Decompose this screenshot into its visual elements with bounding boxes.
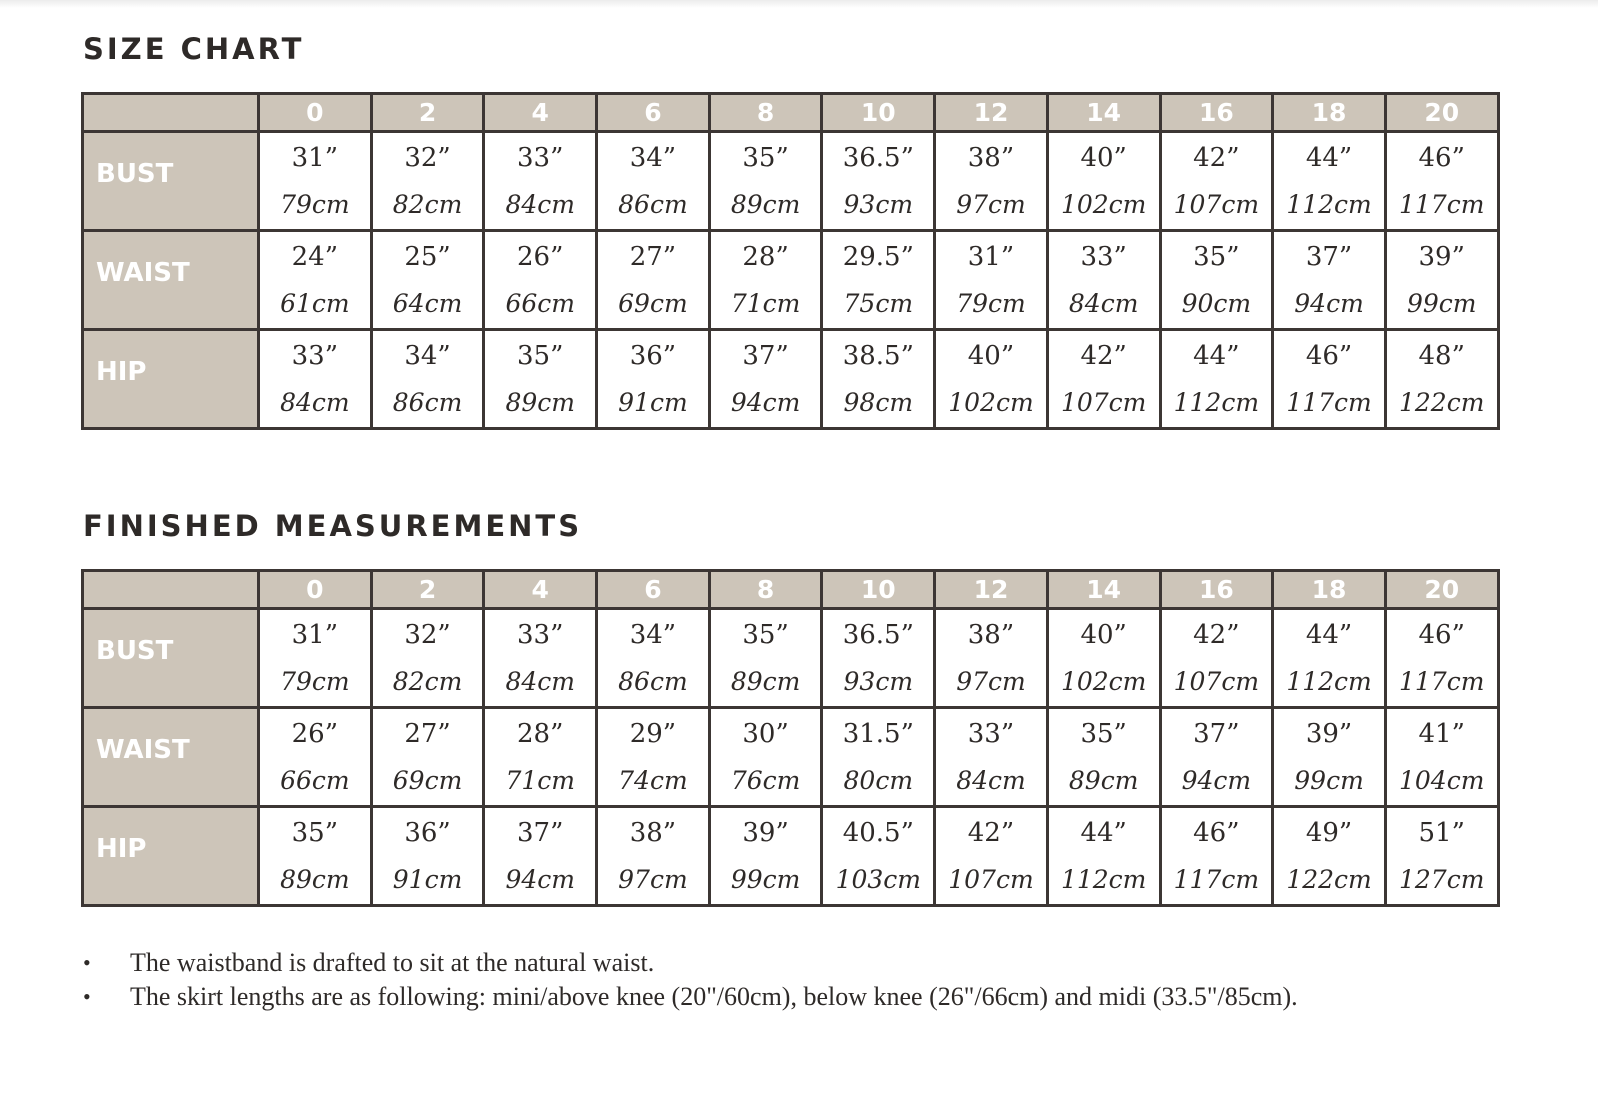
inch-value: 35” [291,818,339,848]
inch-value: 31” [291,143,339,173]
inch-value: 35” [1080,719,1127,749]
measurement-cell [822,708,935,807]
size-header-cell: 16 [1160,571,1273,609]
size-header-cell: 4 [484,571,597,609]
note-item [80,980,1550,1014]
measurement-cell [597,708,710,807]
cm-value: 99cm [730,865,801,894]
cm-value: 107cm [1060,388,1147,417]
inch-value: 34” [629,143,677,173]
measurement-cell [1160,807,1273,906]
measurement-cell [597,330,710,429]
size-header-cell: 0 [259,571,372,609]
inch-value: 38.5” [842,341,914,371]
measurement-cell [484,609,597,708]
cm-value: 90cm [1181,289,1252,318]
measurement-cell [935,231,1048,330]
bullet-icon: • [83,950,91,975]
inch-value: 33” [517,143,564,173]
measurement-cell [1273,609,1386,708]
measurement-cell [484,708,597,807]
inch-value: 40.5” [842,818,914,848]
measurement-cell [371,330,484,429]
measurement-cell [935,609,1048,708]
size-header-cell: 12 [935,94,1048,132]
inch-value: 49” [1305,818,1353,848]
measurement-cell [1273,330,1386,429]
inch-value: 38” [967,620,1015,650]
cm-value: 89cm [505,388,575,417]
cm-value: 112cm [1286,190,1372,219]
inch-value: 34” [404,341,451,371]
cm-value: 61cm [280,289,350,318]
cm-value: 84cm [505,190,575,219]
cm-value: 104cm [1399,766,1485,795]
cm-value: 86cm [618,190,688,219]
measurement-cell [1047,231,1160,330]
inch-value: 29.5” [842,242,914,272]
cm-value: 84cm [1068,289,1139,318]
measurement-cell [1160,132,1273,231]
inch-value: 42” [967,818,1015,848]
measurement-cell [822,807,935,906]
size-header-cell: 8 [709,571,822,609]
cm-value: 79cm [956,289,1026,318]
inch-value: 40” [967,341,1015,371]
corner-cell [83,94,259,132]
size-header-cell: 18 [1273,94,1386,132]
measurement-cell [597,609,710,708]
inch-value: 39” [1418,242,1465,272]
size-header-cell: 6 [597,571,710,609]
note-text: The waistband is drafted to sit at the natural waist. [130,948,655,977]
inch-value: 38” [629,818,677,848]
corner-cell [83,571,259,609]
size-header-cell: 0 [259,94,372,132]
measurement-cell [1385,231,1498,330]
size-header-cell: 4 [484,94,597,132]
inch-value: 35” [1193,242,1240,272]
measurement-cell [371,708,484,807]
measurement-cell [259,231,372,330]
cm-value: 69cm [618,289,688,318]
size-header-cell: 20 [1385,94,1498,132]
cm-value: 107cm [948,865,1034,894]
cm-value: 112cm [1286,667,1372,696]
cm-value: 107cm [1173,190,1260,219]
size-header-cell: 14 [1047,94,1160,132]
size-header-cell: 20 [1385,571,1498,609]
cm-value: 75cm [843,289,914,318]
measurement-row-bust [83,609,1499,708]
measurement-cell [1273,708,1386,807]
cm-value: 89cm [280,865,350,894]
inch-value: 40” [1080,620,1127,650]
size-header-cell: 14 [1047,571,1160,609]
measurement-cell [484,330,597,429]
measurement-cell [259,807,372,906]
cm-value: 98cm [843,388,914,417]
measurement-cell [1047,609,1160,708]
measurement-cell [484,231,597,330]
measurement-cell [484,807,597,906]
inch-value: 48” [1418,341,1465,371]
inch-value: 36.5” [842,620,914,650]
bullet-icon: • [83,984,91,1009]
measurement-row-waist [83,708,1499,807]
inch-value: 27” [404,719,451,749]
measurement-cell [709,330,822,429]
measurement-cell [371,807,484,906]
cm-value: 79cm [280,667,350,696]
inch-value: 44” [1305,620,1353,650]
inch-value: 27” [629,242,677,272]
measurement-cell [259,708,372,807]
size-header-cell: 16 [1160,94,1273,132]
inch-value: 37” [1305,242,1353,272]
measurement-cell [1273,231,1386,330]
size-chart-title: SIZE CHART [83,32,305,66]
cm-value: 102cm [948,388,1034,417]
cm-value: 89cm [730,667,801,696]
measurement-cell [709,231,822,330]
measurement-cell [822,231,935,330]
cm-value: 91cm [618,388,688,417]
measurement-cell [259,132,372,231]
cm-value: 89cm [730,190,801,219]
measurement-cell [371,231,484,330]
cm-value: 76cm [730,766,801,795]
inch-value: 30” [742,719,789,749]
cm-value: 93cm [843,190,914,219]
size-header-cell: 8 [709,94,822,132]
measurement-cell [1160,708,1273,807]
measurement-cell [822,330,935,429]
inch-value: 37” [1193,719,1240,749]
size-chart-table [81,92,1500,430]
measurement-cell [709,609,822,708]
inch-value: 51” [1418,818,1465,848]
measurement-cell [709,708,822,807]
inch-value: 24” [291,242,339,272]
size-header-cell: 2 [371,94,484,132]
cm-value: 102cm [1060,667,1147,696]
cm-value: 94cm [1294,289,1364,318]
measurement-row-waist [83,231,1499,330]
inch-value: 31” [291,620,339,650]
inch-value: 33” [291,341,339,371]
note-item [80,946,1550,980]
inch-value: 26” [291,719,339,749]
cm-value: 94cm [1181,766,1252,795]
cm-value: 127cm [1399,865,1485,894]
measurement-cell [371,132,484,231]
inch-value: 46” [1193,818,1240,848]
measurement-cell [259,330,372,429]
cm-value: 69cm [392,766,463,795]
cm-value: 84cm [956,766,1026,795]
finished-measurements-table [81,569,1500,907]
cm-value: 71cm [505,766,575,795]
finished-measurements-title: FINISHED MEASUREMENTS [83,509,583,543]
inch-value: 44” [1080,818,1127,848]
inch-value: 46” [1305,341,1353,371]
size-header-cell: 6 [597,94,710,132]
inch-value: 34” [629,620,677,650]
measurement-row-bust [83,132,1499,231]
measurement-cell [709,132,822,231]
cm-value: 79cm [280,190,350,219]
cm-value: 64cm [392,289,463,318]
inch-value: 28” [517,719,564,749]
inch-value: 39” [1305,719,1353,749]
cm-value: 117cm [1173,865,1260,894]
measurement-cell [1047,330,1160,429]
inch-value: 33” [967,719,1015,749]
cm-value: 112cm [1060,865,1147,894]
measurement-cell [1385,708,1498,807]
row-label: WAIST [83,708,259,807]
cm-value: 82cm [392,190,463,219]
cm-value: 102cm [1060,190,1147,219]
top-shade [0,0,1598,8]
size-header-row [83,94,1499,132]
measurement-cell [1047,132,1160,231]
cm-value: 117cm [1399,667,1485,696]
measurement-cell [597,807,710,906]
cm-value: 66cm [505,289,575,318]
measurement-cell [935,708,1048,807]
cm-value: 82cm [392,667,463,696]
measurement-row-hip [83,330,1499,429]
cm-value: 84cm [505,667,575,696]
cm-value: 93cm [843,667,914,696]
row-label: WAIST [83,231,259,330]
inch-value: 40” [1080,143,1127,173]
inch-value: 26” [517,242,564,272]
notes-list [80,946,1550,1014]
size-header-cell: 2 [371,571,484,609]
cm-value: 66cm [280,766,350,795]
inch-value: 41” [1418,719,1465,749]
measurement-cell [1047,708,1160,807]
inch-value: 31.5” [842,719,914,749]
inch-value: 32” [404,620,451,650]
cm-value: 112cm [1173,388,1260,417]
inch-value: 33” [1080,242,1127,272]
inch-value: 31” [967,242,1015,272]
cm-value: 89cm [1068,766,1139,795]
cm-value: 84cm [280,388,350,417]
size-header-row [83,571,1499,609]
cm-value: 94cm [505,865,575,894]
inch-value: 44” [1305,143,1353,173]
inch-value: 37” [742,341,789,371]
measurement-cell [1047,807,1160,906]
inch-value: 38” [967,143,1015,173]
inch-value: 25” [404,242,451,272]
measurement-cell [935,132,1048,231]
cm-value: 97cm [956,190,1026,219]
row-label: HIP [83,807,259,906]
cm-value: 97cm [956,667,1026,696]
inch-value: 44” [1193,341,1240,371]
measurement-cell [935,807,1048,906]
inch-value: 36” [404,818,451,848]
measurement-cell [1385,807,1498,906]
inch-value: 42” [1080,341,1127,371]
measurement-cell [259,609,372,708]
cm-value: 122cm [1286,865,1372,894]
measurement-cell [371,609,484,708]
cm-value: 74cm [618,766,688,795]
measurement-cell [935,330,1048,429]
inch-value: 37” [517,818,564,848]
size-header-cell: 18 [1273,571,1386,609]
measurement-cell [484,132,597,231]
cm-value: 86cm [618,667,688,696]
inch-value: 32” [404,143,451,173]
cm-value: 94cm [730,388,801,417]
cm-value: 103cm [835,865,921,894]
cm-value: 71cm [730,289,801,318]
measurement-cell [1160,330,1273,429]
measurement-cell [822,132,935,231]
measurement-cell [1273,807,1386,906]
inch-value: 28” [742,242,789,272]
inch-value: 42” [1193,143,1240,173]
inch-value: 46” [1418,620,1465,650]
size-header-cell: 10 [822,571,935,609]
cm-value: 107cm [1173,667,1260,696]
size-header-cell: 10 [822,94,935,132]
row-label: BUST [83,609,259,708]
cm-value: 117cm [1399,190,1485,219]
cm-value: 117cm [1286,388,1372,417]
inch-value: 39” [742,818,789,848]
row-label: BUST [83,132,259,231]
measurement-row-hip [83,807,1499,906]
inch-value: 35” [517,341,564,371]
row-label: HIP [83,330,259,429]
inch-value: 35” [742,620,789,650]
measurement-cell [822,609,935,708]
cm-value: 99cm [1294,766,1364,795]
inch-value: 36.5” [842,143,914,173]
measurement-cell [597,132,710,231]
cm-value: 80cm [843,766,914,795]
note-text: The skirt lengths are as following: mini/above knee (20"/60cm), below knee (26"/66cm) and midi (33.5"/85cm). [130,982,1298,1011]
inch-value: 33” [517,620,564,650]
inch-value: 46” [1418,143,1465,173]
measurement-cell [1273,132,1386,231]
cm-value: 122cm [1399,388,1485,417]
inch-value: 42” [1193,620,1240,650]
measurement-cell [1385,330,1498,429]
inch-value: 36” [629,341,677,371]
measurement-cell [1385,132,1498,231]
inch-value: 29” [629,719,677,749]
measurement-cell [1160,609,1273,708]
measurement-cell [597,231,710,330]
cm-value: 91cm [392,865,463,894]
measurement-cell [1385,609,1498,708]
cm-value: 97cm [618,865,688,894]
size-header-cell: 12 [935,571,1048,609]
measurement-cell [709,807,822,906]
inch-value: 35” [742,143,789,173]
cm-value: 86cm [392,388,463,417]
measurement-cell [1160,231,1273,330]
cm-value: 99cm [1406,289,1477,318]
